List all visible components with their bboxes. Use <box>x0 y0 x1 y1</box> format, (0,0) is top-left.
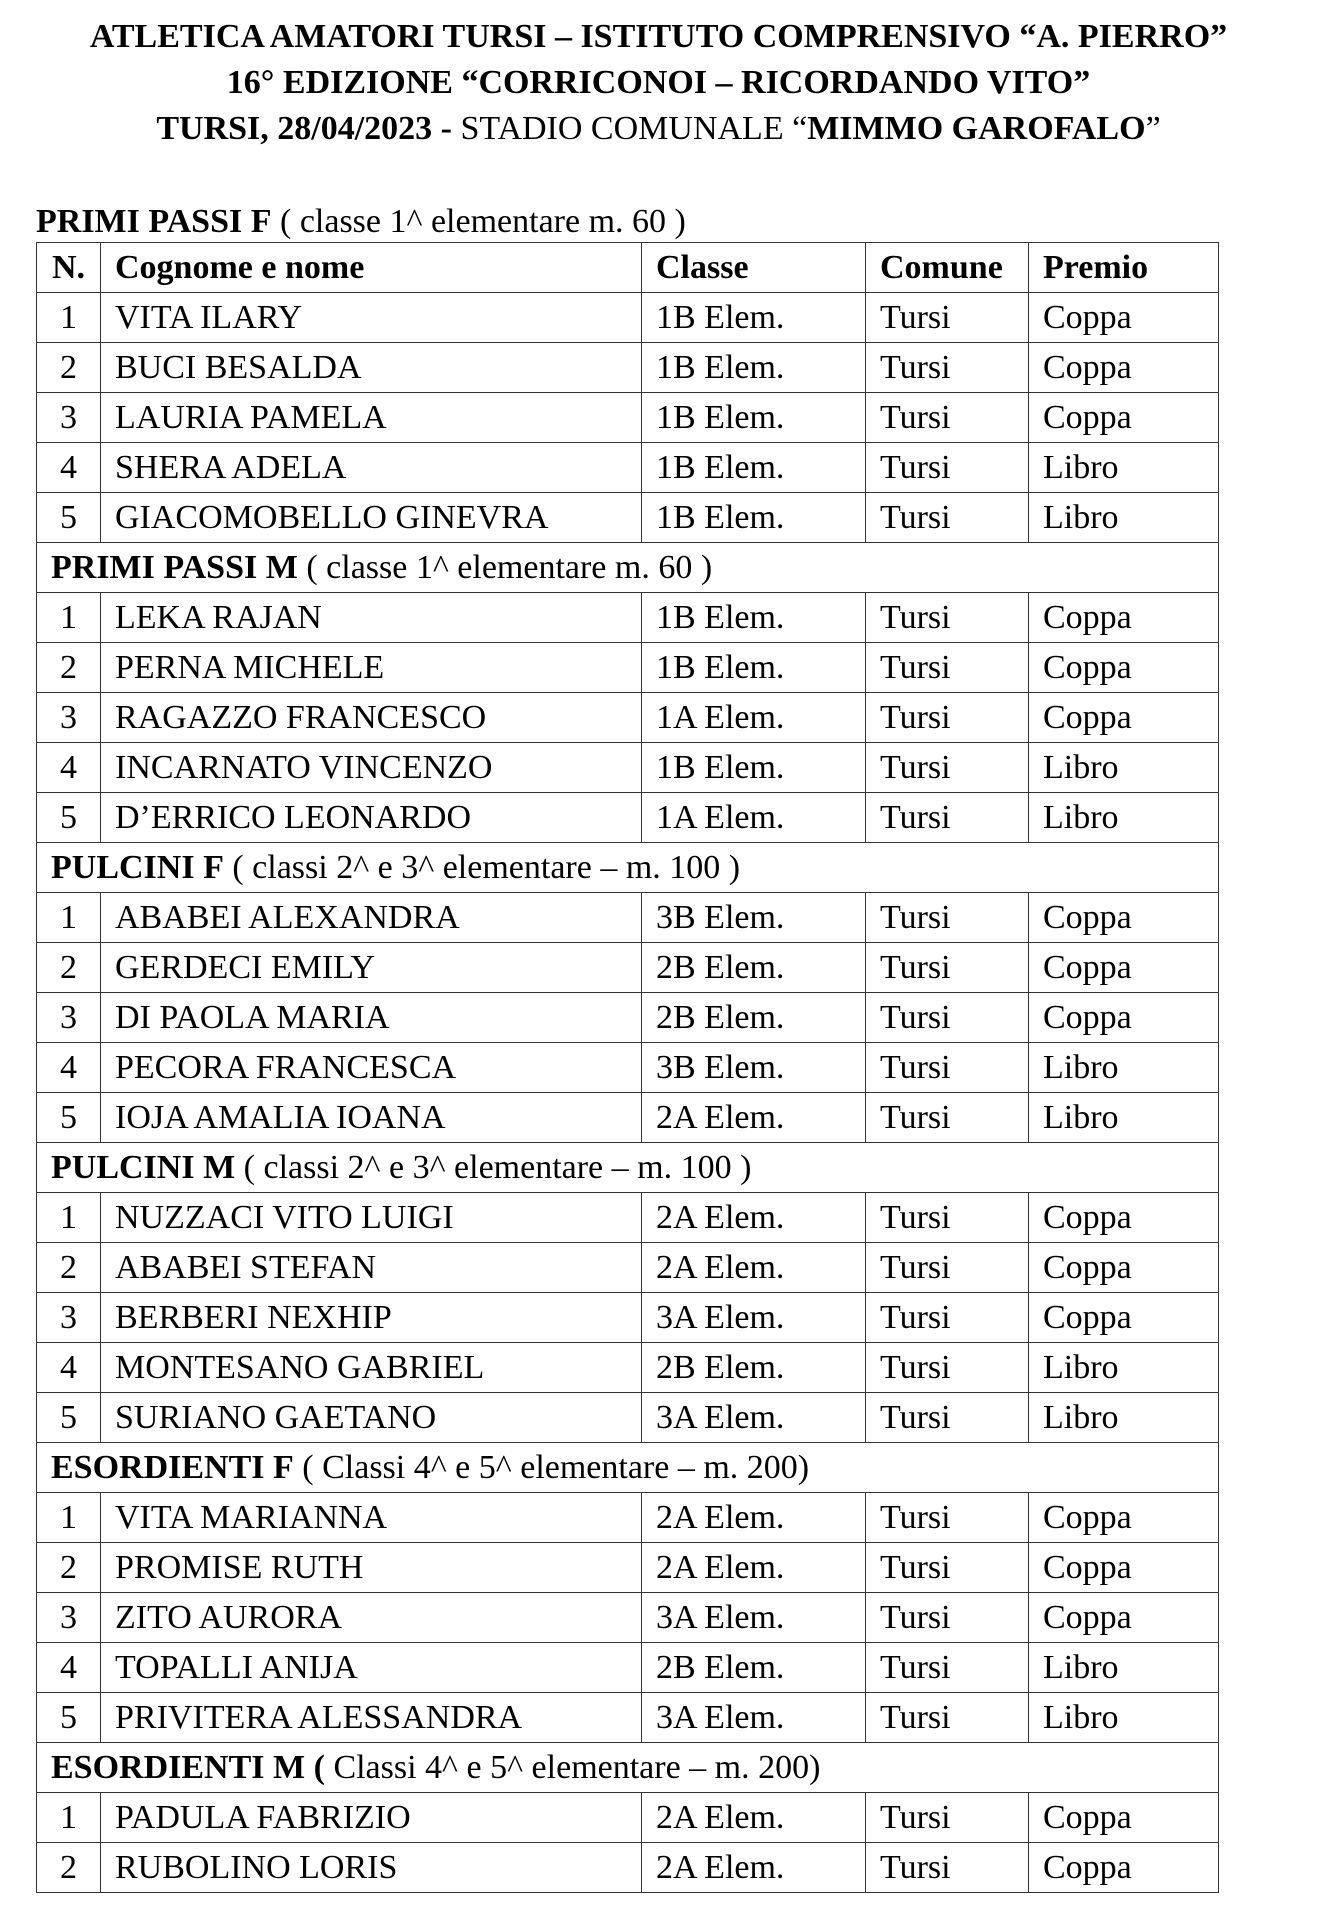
cell-comune: Tursi <box>866 743 1029 793</box>
cell-comune: Tursi <box>866 893 1029 943</box>
cell-comune: Tursi <box>866 943 1029 993</box>
cell-class: 3A Elem. <box>642 1393 866 1443</box>
section-caption <box>37 1443 1219 1493</box>
cell-premio: Coppa <box>1029 393 1219 443</box>
cell-premio: Libro <box>1029 1393 1219 1443</box>
table-row <box>37 893 1219 943</box>
cell-name: ABABEI ALEXANDRA <box>101 893 642 943</box>
header-venue-prefix: STADIO COMUNALE “ <box>451 110 808 147</box>
table-row <box>37 743 1219 793</box>
section-title: PULCINI F <box>51 848 224 886</box>
column-header-number: N. <box>37 243 101 293</box>
cell-number: 1 <box>37 1793 101 1843</box>
cell-premio: Libro <box>1029 1043 1219 1093</box>
cell-number: 2 <box>37 943 101 993</box>
table-row <box>37 393 1219 443</box>
header-venue-quote: ” <box>1145 110 1161 147</box>
cell-premio: Coppa <box>1029 1543 1219 1593</box>
header-line-1 <box>0 14 1317 60</box>
section-subtitle: Classi 4^ e 5^ elementare – m. 200) <box>324 1748 821 1786</box>
cell-class: 2A Elem. <box>642 1193 866 1243</box>
section-subtitle: ( classe 1^ elementare m. 60 ) <box>271 203 686 240</box>
section-subtitle: ( classe 1^ elementare m. 60 ) <box>297 548 713 586</box>
table-row <box>37 793 1219 843</box>
cell-class: 3B Elem. <box>642 1043 866 1093</box>
cell-premio: Coppa <box>1029 893 1219 943</box>
cell-premio: Coppa <box>1029 593 1219 643</box>
cell-name: D’ERRICO LEONARDO <box>101 793 642 843</box>
cell-premio: Coppa <box>1029 993 1219 1043</box>
section-title: ESORDIENTI F <box>51 1448 294 1486</box>
table-row <box>37 1643 1219 1693</box>
cell-premio: Coppa <box>1029 693 1219 743</box>
table-row <box>37 1543 1219 1593</box>
cell-comune: Tursi <box>866 1643 1029 1693</box>
cell-class: 1B Elem. <box>642 743 866 793</box>
section-title: PRIMI PASSI M <box>51 548 298 586</box>
cell-premio: Coppa <box>1029 1493 1219 1543</box>
cell-class: 3B Elem. <box>642 893 866 943</box>
table-row <box>37 1343 1219 1393</box>
column-header-name: Cognome e nome <box>101 243 642 293</box>
cell-number: 5 <box>37 793 101 843</box>
table-row <box>37 1693 1219 1743</box>
cell-number: 3 <box>37 693 101 743</box>
cell-comune: Tursi <box>866 493 1029 543</box>
column-header-premio: Premio <box>1029 243 1219 293</box>
cell-comune: Tursi <box>866 1493 1029 1543</box>
cell-class: 1B Elem. <box>642 443 866 493</box>
cell-comune: Tursi <box>866 793 1029 843</box>
cell-name: VITA ILARY <box>101 293 642 343</box>
section-caption <box>37 1143 1219 1193</box>
cell-number: 4 <box>37 743 101 793</box>
cell-name: TOPALLI ANIJA <box>101 1643 642 1693</box>
cell-comune: Tursi <box>866 293 1029 343</box>
table-row <box>37 1293 1219 1343</box>
table-row <box>37 1193 1219 1243</box>
cell-number: 1 <box>37 593 101 643</box>
cell-comune: Tursi <box>866 1393 1029 1443</box>
cell-premio: Coppa <box>1029 1243 1219 1293</box>
cell-premio: Coppa <box>1029 1843 1219 1893</box>
table-row <box>37 943 1219 993</box>
cell-class: 2A Elem. <box>642 1093 866 1143</box>
cell-premio: Coppa <box>1029 293 1219 343</box>
cell-name: LEKA RAJAN <box>101 593 642 643</box>
cell-comune: Tursi <box>866 1843 1029 1893</box>
cell-comune: Tursi <box>866 1293 1029 1343</box>
cell-number: 5 <box>37 1393 101 1443</box>
cell-class: 2A Elem. <box>642 1243 866 1293</box>
cell-name: BUCI BESALDA <box>101 343 642 393</box>
cell-name: PECORA FRANCESCA <box>101 1043 642 1093</box>
cell-premio: Coppa <box>1029 1593 1219 1643</box>
cell-premio: Coppa <box>1029 1793 1219 1843</box>
cell-name: DI PAOLA MARIA <box>101 993 642 1043</box>
cell-comune: Tursi <box>866 643 1029 693</box>
cell-number: 4 <box>37 443 101 493</box>
table-row <box>37 493 1219 543</box>
cell-comune: Tursi <box>866 593 1029 643</box>
cell-class: 1B Elem. <box>642 593 866 643</box>
results-body <box>37 293 1219 1893</box>
cell-class: 3A Elem. <box>642 1693 866 1743</box>
cell-comune: Tursi <box>866 1193 1029 1243</box>
cell-number: 2 <box>37 1543 101 1593</box>
cell-name: GERDECI EMILY <box>101 943 642 993</box>
cell-name: PRIVITERA ALESSANDRA <box>101 1693 642 1743</box>
cell-number: 3 <box>37 993 101 1043</box>
cell-name: GIACOMOBELLO GINEVRA <box>101 493 642 543</box>
cell-comune: Tursi <box>866 1693 1029 1743</box>
column-header-class: Classe <box>642 243 866 293</box>
cell-number: 4 <box>37 1343 101 1393</box>
header-line-1-text: ATLETICA AMATORI TURSI – ISTITUTO COMPRENSIVO “A. PIERRO” <box>89 18 1228 55</box>
cell-comune: Tursi <box>866 1793 1029 1843</box>
table-row <box>37 643 1219 693</box>
section-caption <box>37 843 1219 893</box>
cell-premio: Coppa <box>1029 343 1219 393</box>
header-date: TURSI, 28/04/2023 - <box>156 110 452 147</box>
cell-comune: Tursi <box>866 693 1029 743</box>
cell-class: 3A Elem. <box>642 1593 866 1643</box>
cell-name: MONTESANO GABRIEL <box>101 1343 642 1393</box>
cell-name: ZITO AURORA <box>101 1593 642 1643</box>
section-title: PRIMI PASSI F <box>36 203 272 240</box>
table-header-row <box>37 243 1219 293</box>
cell-name: PROMISE RUTH <box>101 1543 642 1593</box>
cell-comune: Tursi <box>866 393 1029 443</box>
cell-premio: Libro <box>1029 1093 1219 1143</box>
header-line-2-text: 16° EDIZIONE “CORRICONOI – RICORDANDO VITO” <box>226 64 1091 101</box>
table-row <box>37 993 1219 1043</box>
cell-class: 2A Elem. <box>642 1543 866 1593</box>
cell-premio: Libro <box>1029 1343 1219 1393</box>
cell-class: 1B Elem. <box>642 493 866 543</box>
cell-class: 3A Elem. <box>642 1293 866 1343</box>
cell-premio: Coppa <box>1029 1193 1219 1243</box>
cell-premio: Coppa <box>1029 643 1219 693</box>
cell-name: SURIANO GAETANO <box>101 1393 642 1443</box>
cell-class: 1B Elem. <box>642 343 866 393</box>
cell-name: SHERA ADELA <box>101 443 642 493</box>
cell-premio: Libro <box>1029 493 1219 543</box>
table-row <box>37 1093 1219 1143</box>
document-header <box>0 14 1317 152</box>
section-caption-primi-passi-f <box>36 202 686 242</box>
cell-number: 5 <box>37 1093 101 1143</box>
column-header-comune: Comune <box>866 243 1029 293</box>
cell-number: 2 <box>37 1243 101 1293</box>
table-row <box>37 1243 1219 1293</box>
table-row <box>37 593 1219 643</box>
header-line-3 <box>0 106 1317 152</box>
cell-name: IOJA AMALIA IOANA <box>101 1093 642 1143</box>
section-row <box>37 1743 1219 1793</box>
cell-number: 2 <box>37 343 101 393</box>
cell-number: 4 <box>37 1643 101 1693</box>
cell-comune: Tursi <box>866 1543 1029 1593</box>
cell-comune: Tursi <box>866 1593 1029 1643</box>
results-table <box>36 242 1219 1893</box>
cell-premio: Coppa <box>1029 943 1219 993</box>
cell-number: 4 <box>37 1043 101 1093</box>
cell-comune: Tursi <box>866 1093 1029 1143</box>
table-row <box>37 1793 1219 1843</box>
cell-class: 2B Elem. <box>642 1643 866 1693</box>
cell-name: PERNA MICHELE <box>101 643 642 693</box>
cell-class: 2A Elem. <box>642 1793 866 1843</box>
section-title: ESORDIENTI M ( <box>51 1748 325 1786</box>
table-row <box>37 293 1219 343</box>
table-row <box>37 1593 1219 1643</box>
cell-premio: Libro <box>1029 443 1219 493</box>
cell-class: 2A Elem. <box>642 1843 866 1893</box>
cell-name: BERBERI NEXHIP <box>101 1293 642 1343</box>
header-line-2 <box>0 60 1317 106</box>
cell-premio: Libro <box>1029 1643 1219 1693</box>
cell-class: 1A Elem. <box>642 793 866 843</box>
cell-number: 1 <box>37 1493 101 1543</box>
section-row <box>37 843 1219 893</box>
cell-comune: Tursi <box>866 1243 1029 1293</box>
cell-comune: Tursi <box>866 1043 1029 1093</box>
cell-premio: Coppa <box>1029 1293 1219 1343</box>
cell-number: 3 <box>37 393 101 443</box>
cell-name: LAURIA PAMELA <box>101 393 642 443</box>
cell-number: 2 <box>37 1843 101 1893</box>
cell-comune: Tursi <box>866 343 1029 393</box>
cell-class: 1B Elem. <box>642 293 866 343</box>
cell-name: ABABEI STEFAN <box>101 1243 642 1293</box>
cell-comune: Tursi <box>866 993 1029 1043</box>
cell-premio: Libro <box>1029 743 1219 793</box>
cell-name: PADULA FABRIZIO <box>101 1793 642 1843</box>
cell-name: VITA MARIANNA <box>101 1493 642 1543</box>
cell-number: 1 <box>37 293 101 343</box>
cell-number: 5 <box>37 1693 101 1743</box>
cell-premio: Libro <box>1029 793 1219 843</box>
table-row <box>37 343 1219 393</box>
section-caption <box>37 1743 1219 1793</box>
cell-comune: Tursi <box>866 443 1029 493</box>
section-subtitle: ( classi 2^ e 3^ elementare – m. 100 ) <box>223 848 741 886</box>
cell-number: 1 <box>37 1193 101 1243</box>
cell-number: 3 <box>37 1593 101 1643</box>
cell-class: 1B Elem. <box>642 643 866 693</box>
section-caption <box>37 543 1219 593</box>
cell-premio: Libro <box>1029 1693 1219 1743</box>
table-row <box>37 1493 1219 1543</box>
cell-number: 5 <box>37 493 101 543</box>
cell-class: 2B Elem. <box>642 943 866 993</box>
section-row <box>37 1143 1219 1193</box>
table-row <box>37 1393 1219 1443</box>
cell-name: RAGAZZO FRANCESCO <box>101 693 642 743</box>
table-row <box>37 693 1219 743</box>
cell-class: 1B Elem. <box>642 393 866 443</box>
cell-class: 2B Elem. <box>642 1343 866 1393</box>
cell-number: 1 <box>37 893 101 943</box>
section-row <box>37 543 1219 593</box>
cell-number: 2 <box>37 643 101 693</box>
table-row <box>37 443 1219 493</box>
cell-name: RUBOLINO LORIS <box>101 1843 642 1893</box>
section-title: PULCINI M <box>51 1148 236 1186</box>
cell-name: INCARNATO VINCENZO <box>101 743 642 793</box>
table-row <box>37 1843 1219 1893</box>
cell-comune: Tursi <box>866 1343 1029 1393</box>
header-venue-name: MIMMO GAROFALO <box>807 110 1146 147</box>
section-subtitle: ( Classi 4^ e 5^ elementare – m. 200) <box>293 1448 810 1486</box>
cell-class: 2A Elem. <box>642 1493 866 1543</box>
table-row <box>37 1043 1219 1093</box>
cell-name: NUZZACI VITO LUIGI <box>101 1193 642 1243</box>
section-row <box>37 1443 1219 1493</box>
cell-number: 3 <box>37 1293 101 1343</box>
section-subtitle: ( classi 2^ e 3^ elementare – m. 100 ) <box>235 1148 752 1186</box>
cell-class: 1A Elem. <box>642 693 866 743</box>
cell-class: 2B Elem. <box>642 993 866 1043</box>
